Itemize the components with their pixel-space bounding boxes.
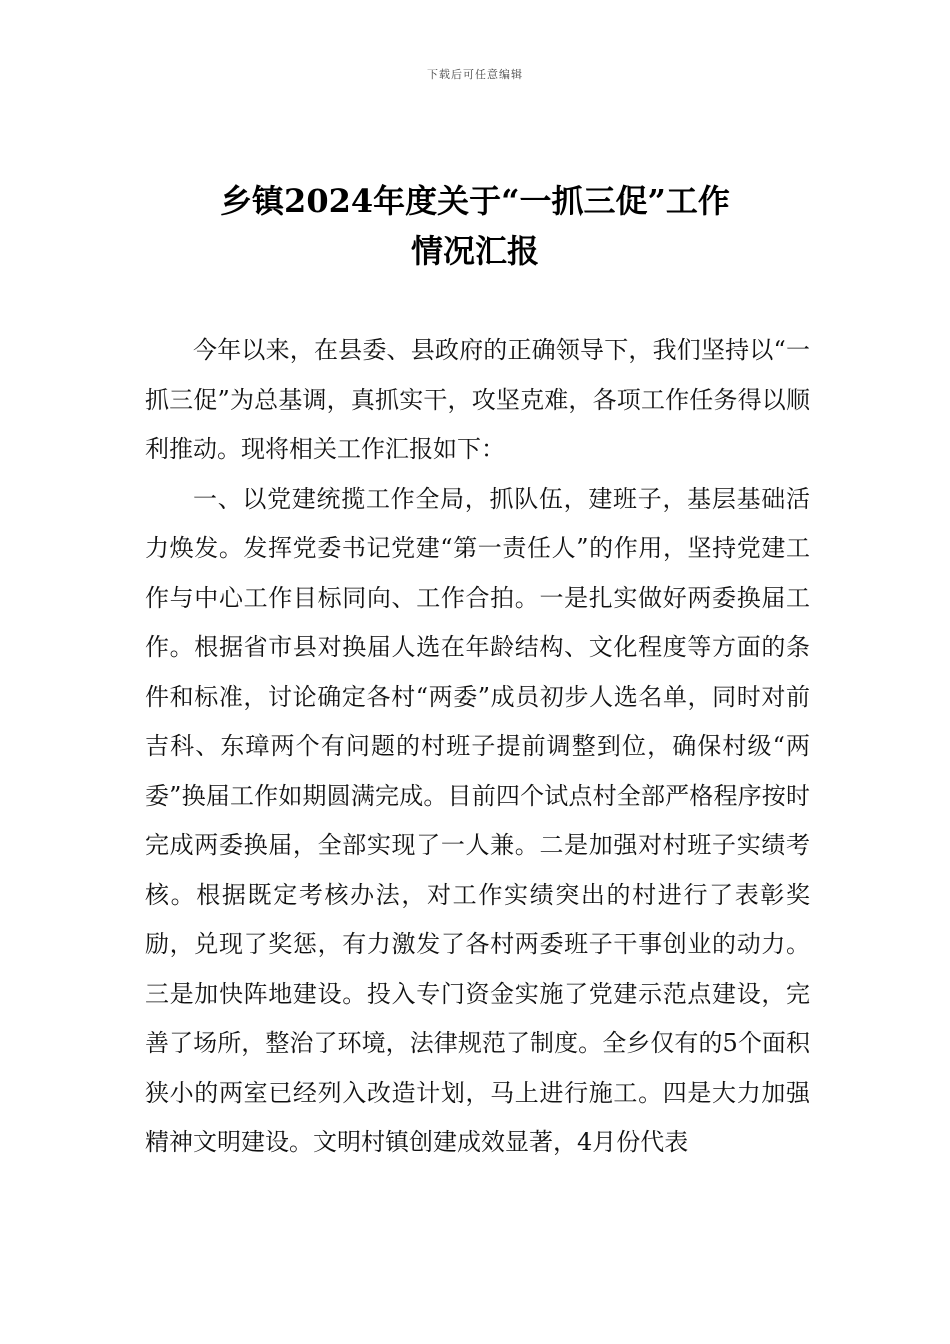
paragraph-section-1: 一、以党建统揽工作全局，抓队伍，建班子，基层基础活力焕发。发挥党委书记党建“第一责任人”的作用，坚持党建工作与中心工作目标同向、工作合拍。一是扎实做好两委换届工作。根据省市县对换届人选在年龄结构、文化程度等方面的条件和标准，讨论确定各村“两委”成员初步人选名单，同时对前吉科、东璋两个有问题的村班子提前调整到位，确保村级“两委”换届工作如期圆满完成。目前四个试点村全部严格程序按时完成两委换届，全部实现了一人兼。二是加强对村班子实绩考核。根据既定考核办法，对工作实绩突出的村进行了表彰奖励，兑现了奖惩，有力激发了各村两委班子干事创业的动力。三是加快阵地建设。投入专门资金实施了党建示范点建设，完善了场所，整治了环境，法律规范了制度。全乡仅有的5个面积狭小的两室已经列入改造计划，马上进行施工。四是大力加强精神文明建设。文明村镇创建成效显著，4月份代表 [145, 484, 810, 1156]
document-title [140, 176, 810, 276]
header-note: 下载后可任意编辑 [427, 68, 523, 81]
paragraph-intro: 今年以来，在县委、县政府的正确领导下，我们坚持以“一抓三促”为总基调，真抓实干，攻坚克难，各项工作任务得以顺利推动。现将相关工作汇报如下： [145, 336, 810, 463]
title-line-1: 乡镇2024年度关于“一抓三促”工作 [220, 182, 730, 220]
document-body [145, 326, 810, 1168]
title-line-2: 情况汇报 [410, 232, 539, 270]
